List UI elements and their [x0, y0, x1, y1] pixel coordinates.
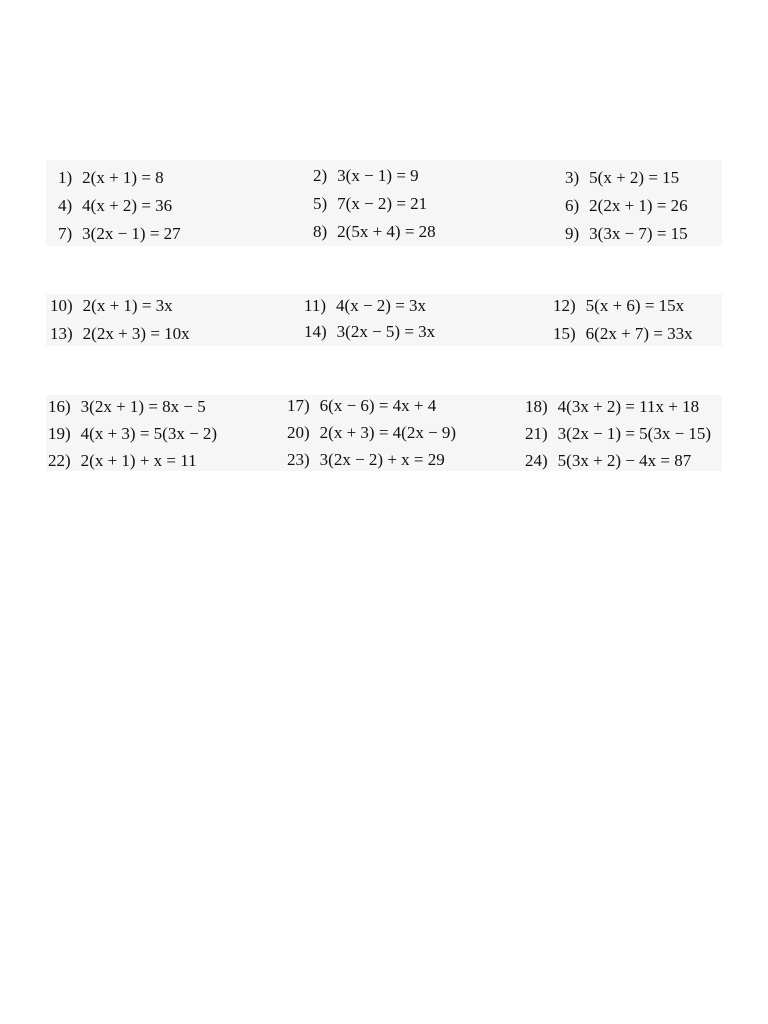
problem-number: 24) — [525, 451, 548, 470]
problem-20 — [287, 423, 456, 443]
problem-equation: 3(2x + 1) = 8x − 5 — [80, 397, 206, 416]
problem-number: 18) — [525, 397, 548, 416]
problem-number: 17) — [287, 396, 310, 415]
problem-11 — [304, 296, 426, 316]
problem-equation: 2(x + 1) + x = 11 — [80, 451, 197, 470]
problem-number: 13) — [50, 324, 73, 343]
problem-equation: 2(2x + 1) = 26 — [589, 196, 688, 215]
problem-equation: 2(x + 1) = 8 — [82, 168, 164, 187]
problem-24 — [525, 451, 691, 471]
problem-equation: 3(x − 1) = 9 — [337, 166, 419, 185]
problem-number: 19) — [48, 424, 71, 443]
problem-3 — [565, 168, 679, 188]
problem-6 — [565, 196, 688, 216]
problem-number: 3) — [565, 168, 580, 187]
problem-18 — [525, 397, 699, 417]
problem-equation: 2(2x + 3) = 10x — [82, 324, 190, 343]
problem-4 — [58, 196, 172, 216]
problem-number: 16) — [48, 397, 71, 416]
problem-8 — [313, 222, 436, 242]
problem-1 — [58, 168, 164, 188]
problem-2 — [313, 166, 419, 186]
problem-number: 1) — [58, 168, 73, 187]
problem-number: 6) — [565, 196, 580, 215]
problem-number: 12) — [553, 296, 576, 315]
problem-number: 8) — [313, 222, 328, 241]
problem-equation: 2(x + 1) = 3x — [82, 296, 173, 315]
problem-equation: 4(x + 3) = 5(3x − 2) — [80, 424, 218, 443]
problem-equation: 3(2x − 1) = 5(3x − 15) — [557, 424, 712, 443]
problem-equation: 4(x − 2) = 3x — [336, 296, 427, 315]
problem-equation: 5(x + 2) = 15 — [589, 168, 680, 187]
problem-22 — [48, 451, 197, 471]
problem-14 — [304, 322, 435, 342]
problem-16 — [48, 397, 206, 417]
problem-equation: 3(3x − 7) = 15 — [589, 224, 688, 243]
problem-number: 7) — [58, 224, 73, 243]
problem-23 — [287, 450, 445, 470]
problem-equation: 5(3x + 2) − 4x = 87 — [557, 451, 692, 470]
problem-13 — [50, 324, 190, 344]
problem-equation: 3(2x − 2) + x = 29 — [319, 450, 445, 469]
problem-number: 2) — [313, 166, 328, 185]
problem-number: 4) — [58, 196, 73, 215]
problem-number: 20) — [287, 423, 310, 442]
problem-equation: 6(2x + 7) = 33x — [585, 324, 693, 343]
problem-number: 21) — [525, 424, 548, 443]
problem-number: 11) — [304, 296, 327, 315]
problem-equation: 6(x − 6) = 4x + 4 — [319, 396, 437, 415]
problem-19 — [48, 424, 217, 444]
problem-number: 10) — [50, 296, 73, 315]
problem-9 — [565, 224, 688, 244]
problem-equation: 2(x + 3) = 4(2x − 9) — [319, 423, 457, 442]
problem-17 — [287, 396, 436, 416]
problem-equation: 4(3x + 2) = 11x + 18 — [557, 397, 700, 416]
problem-equation: 7(x − 2) = 21 — [337, 194, 428, 213]
problem-10 — [50, 296, 173, 316]
problem-equation: 3(2x − 5) = 3x — [336, 322, 436, 341]
problem-equation: 5(x + 6) = 15x — [585, 296, 685, 315]
problem-number: 5) — [313, 194, 328, 213]
problem-equation: 2(5x + 4) = 28 — [337, 222, 436, 241]
problem-15 — [553, 324, 693, 344]
problem-number: 9) — [565, 224, 580, 243]
problem-21 — [525, 424, 711, 444]
problem-number: 23) — [287, 450, 310, 469]
problem-number: 14) — [304, 322, 327, 341]
problem-7 — [58, 224, 181, 244]
problem-number: 22) — [48, 451, 71, 470]
problem-5 — [313, 194, 427, 214]
problem-12 — [553, 296, 684, 316]
problem-number: 15) — [553, 324, 576, 343]
problem-equation: 3(2x − 1) = 27 — [82, 224, 181, 243]
problem-equation: 4(x + 2) = 36 — [82, 196, 173, 215]
